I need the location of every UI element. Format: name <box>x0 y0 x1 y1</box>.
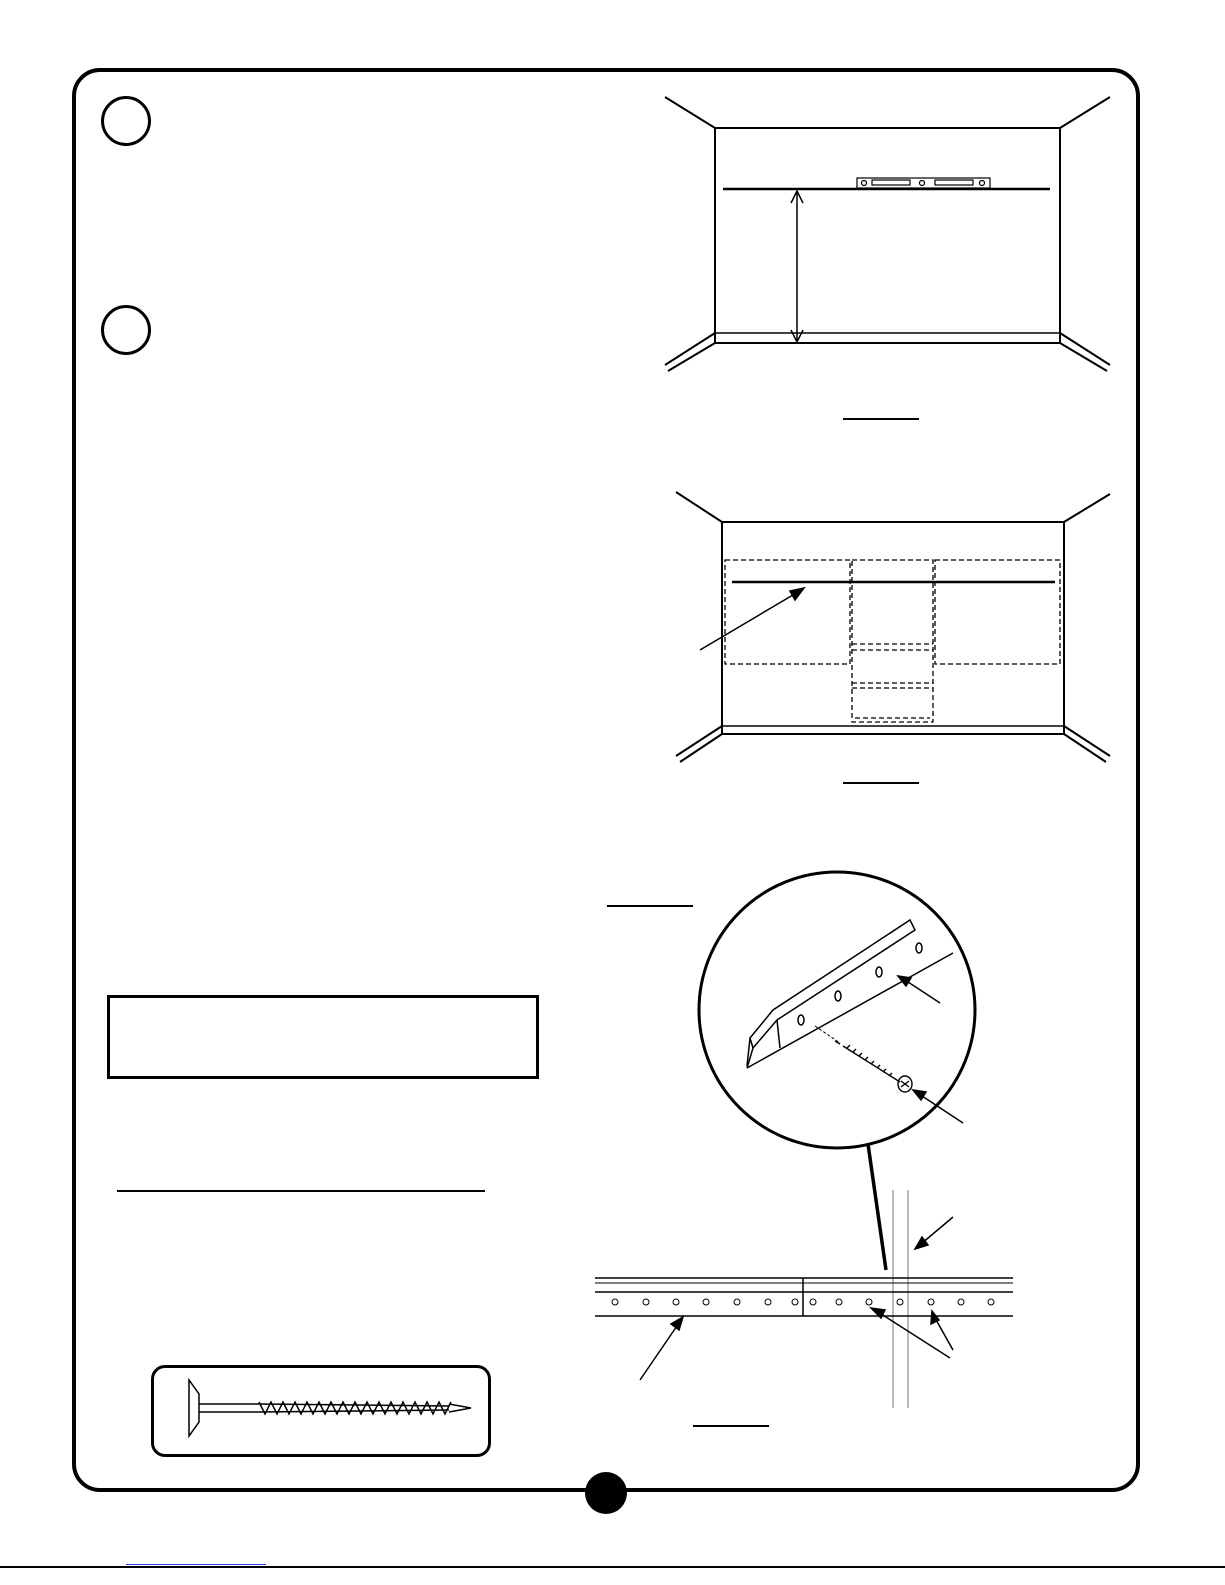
level-icon <box>857 178 990 188</box>
figure-cabinet-layout <box>670 490 1120 775</box>
note-box <box>107 995 539 1079</box>
page-number-dot <box>585 1472 627 1514</box>
figure-1-caption-rule <box>843 418 919 420</box>
figure-2-caption-rule <box>843 782 919 784</box>
figure-detail-screw <box>695 868 985 1158</box>
step-marker-2 <box>101 305 151 355</box>
step-marker-1 <box>101 96 151 146</box>
figure-rail-studs <box>585 1190 1025 1410</box>
figure-3-caption-rule <box>607 905 693 907</box>
parts-heading-rule <box>117 1190 485 1192</box>
figure-4-caption-rule <box>693 1425 769 1427</box>
figure-level-line <box>660 95 1120 380</box>
footer-link[interactable] <box>126 1550 266 1565</box>
hardware-box <box>151 1365 491 1457</box>
screw-icon <box>179 1378 479 1444</box>
page-bottom-rule <box>0 1566 1225 1568</box>
